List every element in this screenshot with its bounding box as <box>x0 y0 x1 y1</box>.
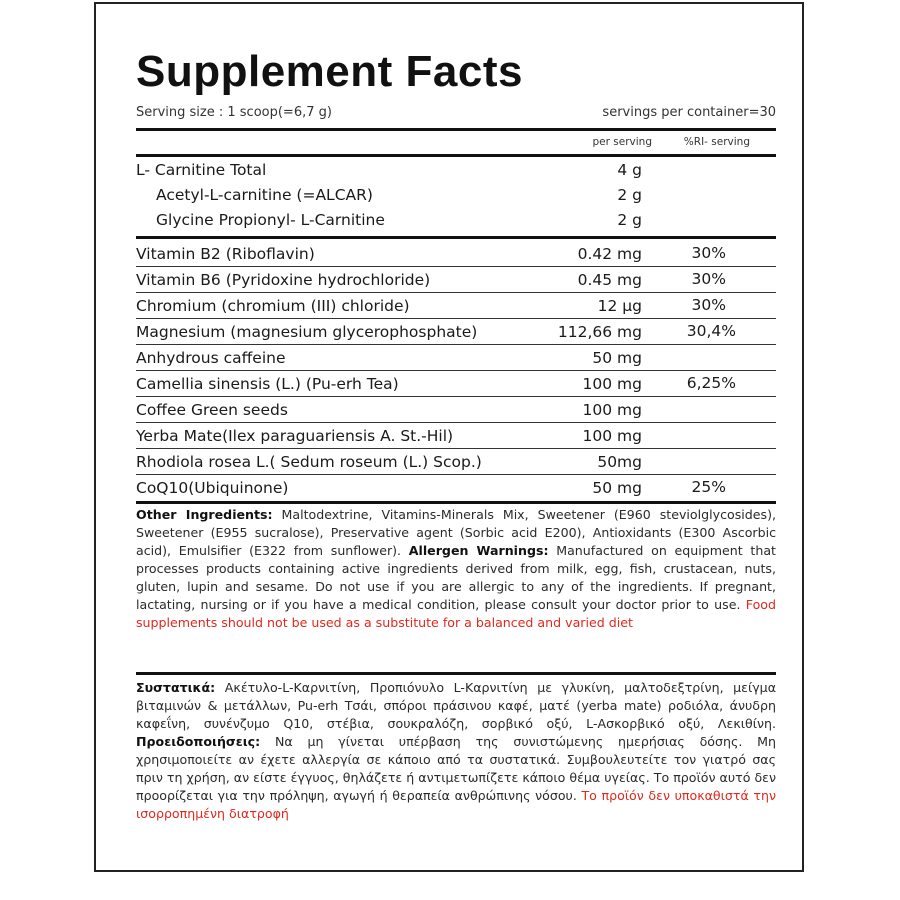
supplement-facts-label <box>94 2 804 872</box>
divider-thick <box>136 672 776 675</box>
divider-thick <box>136 128 776 131</box>
label-title: Supplement Facts <box>136 47 523 96</box>
nutrient-name: Acetyl-L-carnitine (=ALCAR) <box>156 186 373 204</box>
nutrient-amount: 50 mg <box>592 479 642 497</box>
nutrient-ri: 25% <box>691 478 726 496</box>
nutrient-row <box>136 346 776 371</box>
other-ingredients-text <box>136 506 776 632</box>
nutrient-row <box>136 294 776 319</box>
nutrient-name: Anhydrous caffeine <box>136 349 286 367</box>
nutrient-row <box>136 208 776 233</box>
nutrient-row <box>136 450 776 475</box>
nutrient-name: Rhodiola rosea L.( Sedum roseum (L.) Scop.) <box>136 453 482 471</box>
allergen-warnings-text: Manufactured on equipment that processes products containing active ingredients derived from milk, egg, fish, crustacean, nuts, gluten, lupin and sesame. Do not use if you are allergic to any of the ingredients. If pregnant, lactating, nursing or if you have a medical condition, please consult your doctor prior to use. <box>136 543 776 612</box>
nutrient-name: Chromium (chromium (III) chloride) <box>136 297 410 315</box>
row-divider <box>136 474 776 475</box>
greek-warnings-label: Προειδοποιήσεις: <box>136 734 261 749</box>
nutrient-ri: 30% <box>691 270 726 288</box>
row-divider <box>136 292 776 293</box>
nutrient-ri: 30,4% <box>686 322 736 340</box>
nutrient-ri: 6,25% <box>686 374 736 392</box>
column-header-ri: %RI- serving <box>683 136 750 148</box>
column-header-per-serving: per serving <box>592 136 652 148</box>
nutrient-amount: 50 mg <box>592 349 642 367</box>
nutrient-name: Coffee Green seeds <box>136 401 288 419</box>
nutrient-amount: 100 mg <box>582 375 642 393</box>
nutrient-amount: 100 mg <box>582 401 642 419</box>
nutrient-name: Yerba Mate(Ilex paraguariensis A. St.-Hil) <box>136 427 454 445</box>
servings-per-container: servings per container=30 <box>602 105 776 120</box>
allergen-warnings-label: Allergen Warnings: <box>408 543 549 558</box>
nutrient-amount: 112,66 mg <box>557 323 642 341</box>
nutrient-name: Camellia sinensis (L.) (Pu-erh Tea) <box>136 375 399 393</box>
row-divider <box>136 370 776 371</box>
nutrient-row <box>136 372 776 397</box>
nutrient-amount: 0.45 mg <box>577 271 642 289</box>
nutrient-row <box>136 242 776 267</box>
other-ingredients-label: Other Ingredients: <box>136 507 273 522</box>
row-divider <box>136 344 776 345</box>
nutrient-name: Vitamin B2 (Riboflavin) <box>136 245 315 263</box>
other-ingredients-list: Maltodextrine, Vitamins-Minerals Mix, Sweetener (E960 steviolglycosides), Sweetener (E955 sucralose), Preservative agent (Sorbic acid E200), Antioxidants (E300 Ascorbic acid), Emulsifier (E322 from sunflower). <box>136 507 776 558</box>
divider-thick <box>136 501 776 504</box>
divider-thick <box>136 154 776 157</box>
nutrient-row <box>136 320 776 345</box>
greek-supplement-warning: Το προϊόν δεν υποκαθιστά την ισορροπημένη διατροφή <box>136 788 776 821</box>
greek-ingredients-list: Ακέτυλο-L-Καρνιτίνη, Προπιόνυλο L-Καρνιτίνη με γλυκίνη, μαλτοδεξτρίνη, μείγμα βιταμινών & μετάλλων, Pu-erh Τσάι, σπόροι πράσινου καφέ, ματέ (yerba mate) ροδιόλα, άνυδρη καφεΐνη, συνένζυμο Q10, στέβια, σουκραλόζη, σορβικό οξύ, L-Ασκορβικό οξύ, Λεκιθίνη. <box>136 680 776 731</box>
label-content <box>136 4 776 870</box>
nutrient-name: Vitamin B6 (Pyridoxine hydrochloride) <box>136 271 431 289</box>
serving-info <box>136 105 776 123</box>
nutrient-ri: 30% <box>691 296 726 314</box>
nutrient-name: Magnesium (magnesium glycerophosphate) <box>136 323 478 341</box>
nutrient-amount: 50mg <box>597 453 642 471</box>
row-divider <box>136 266 776 267</box>
nutrient-row <box>136 476 776 501</box>
nutrient-row <box>136 424 776 449</box>
nutrient-row <box>136 398 776 423</box>
nutrient-amount: 2 g <box>617 186 642 204</box>
nutrient-amount: 0.42 mg <box>577 245 642 263</box>
greek-warnings-text: Να μη γίνεται υπέρβαση της συνιστώμενης ημερήσιας δόσης. Μη χρησιμοποιείτε αν έχετε αλλεργία σε κάποιο από τα συστατικά. Συμβουλευτείτε τον γιατρό σας πριν τη χρήση, αν είστε έγγυος, θηλάζετε ή αντιμετωπίζετε κάποιο θέμα υγείας. Το προϊόν αυτό δεν προορίζεται για την πρόληψη, αγωγή ή θεραπεία ανθρώπινης νόσου. <box>136 734 776 803</box>
nutrient-amount: 100 mg <box>582 427 642 445</box>
supplement-warning: Food supplements should not be used as a substitute for a balanced and varied diet <box>136 597 776 630</box>
row-divider <box>136 396 776 397</box>
row-divider <box>136 448 776 449</box>
row-divider <box>136 422 776 423</box>
nutrient-row <box>136 158 776 183</box>
nutrient-amount: 4 g <box>617 161 642 179</box>
nutrient-row <box>136 268 776 293</box>
row-divider <box>136 318 776 319</box>
nutrient-row <box>136 183 776 208</box>
nutrient-name: L- Carnitine Total <box>136 161 267 179</box>
serving-size: Serving size : 1 scoop(=6,7 g) <box>136 105 332 120</box>
nutrient-amount: 2 g <box>617 211 642 229</box>
greek-ingredients-label: Συστατικά: <box>136 680 216 695</box>
greek-ingredients-text <box>136 679 776 823</box>
nutrient-name: Glycine Propionyl- L-Carnitine <box>156 211 385 229</box>
divider-thick <box>136 236 776 239</box>
nutrient-amount: 12 μg <box>597 297 642 315</box>
nutrient-name: CoQ10(Ubiquinone) <box>136 479 289 497</box>
nutrient-ri: 30% <box>691 244 726 262</box>
